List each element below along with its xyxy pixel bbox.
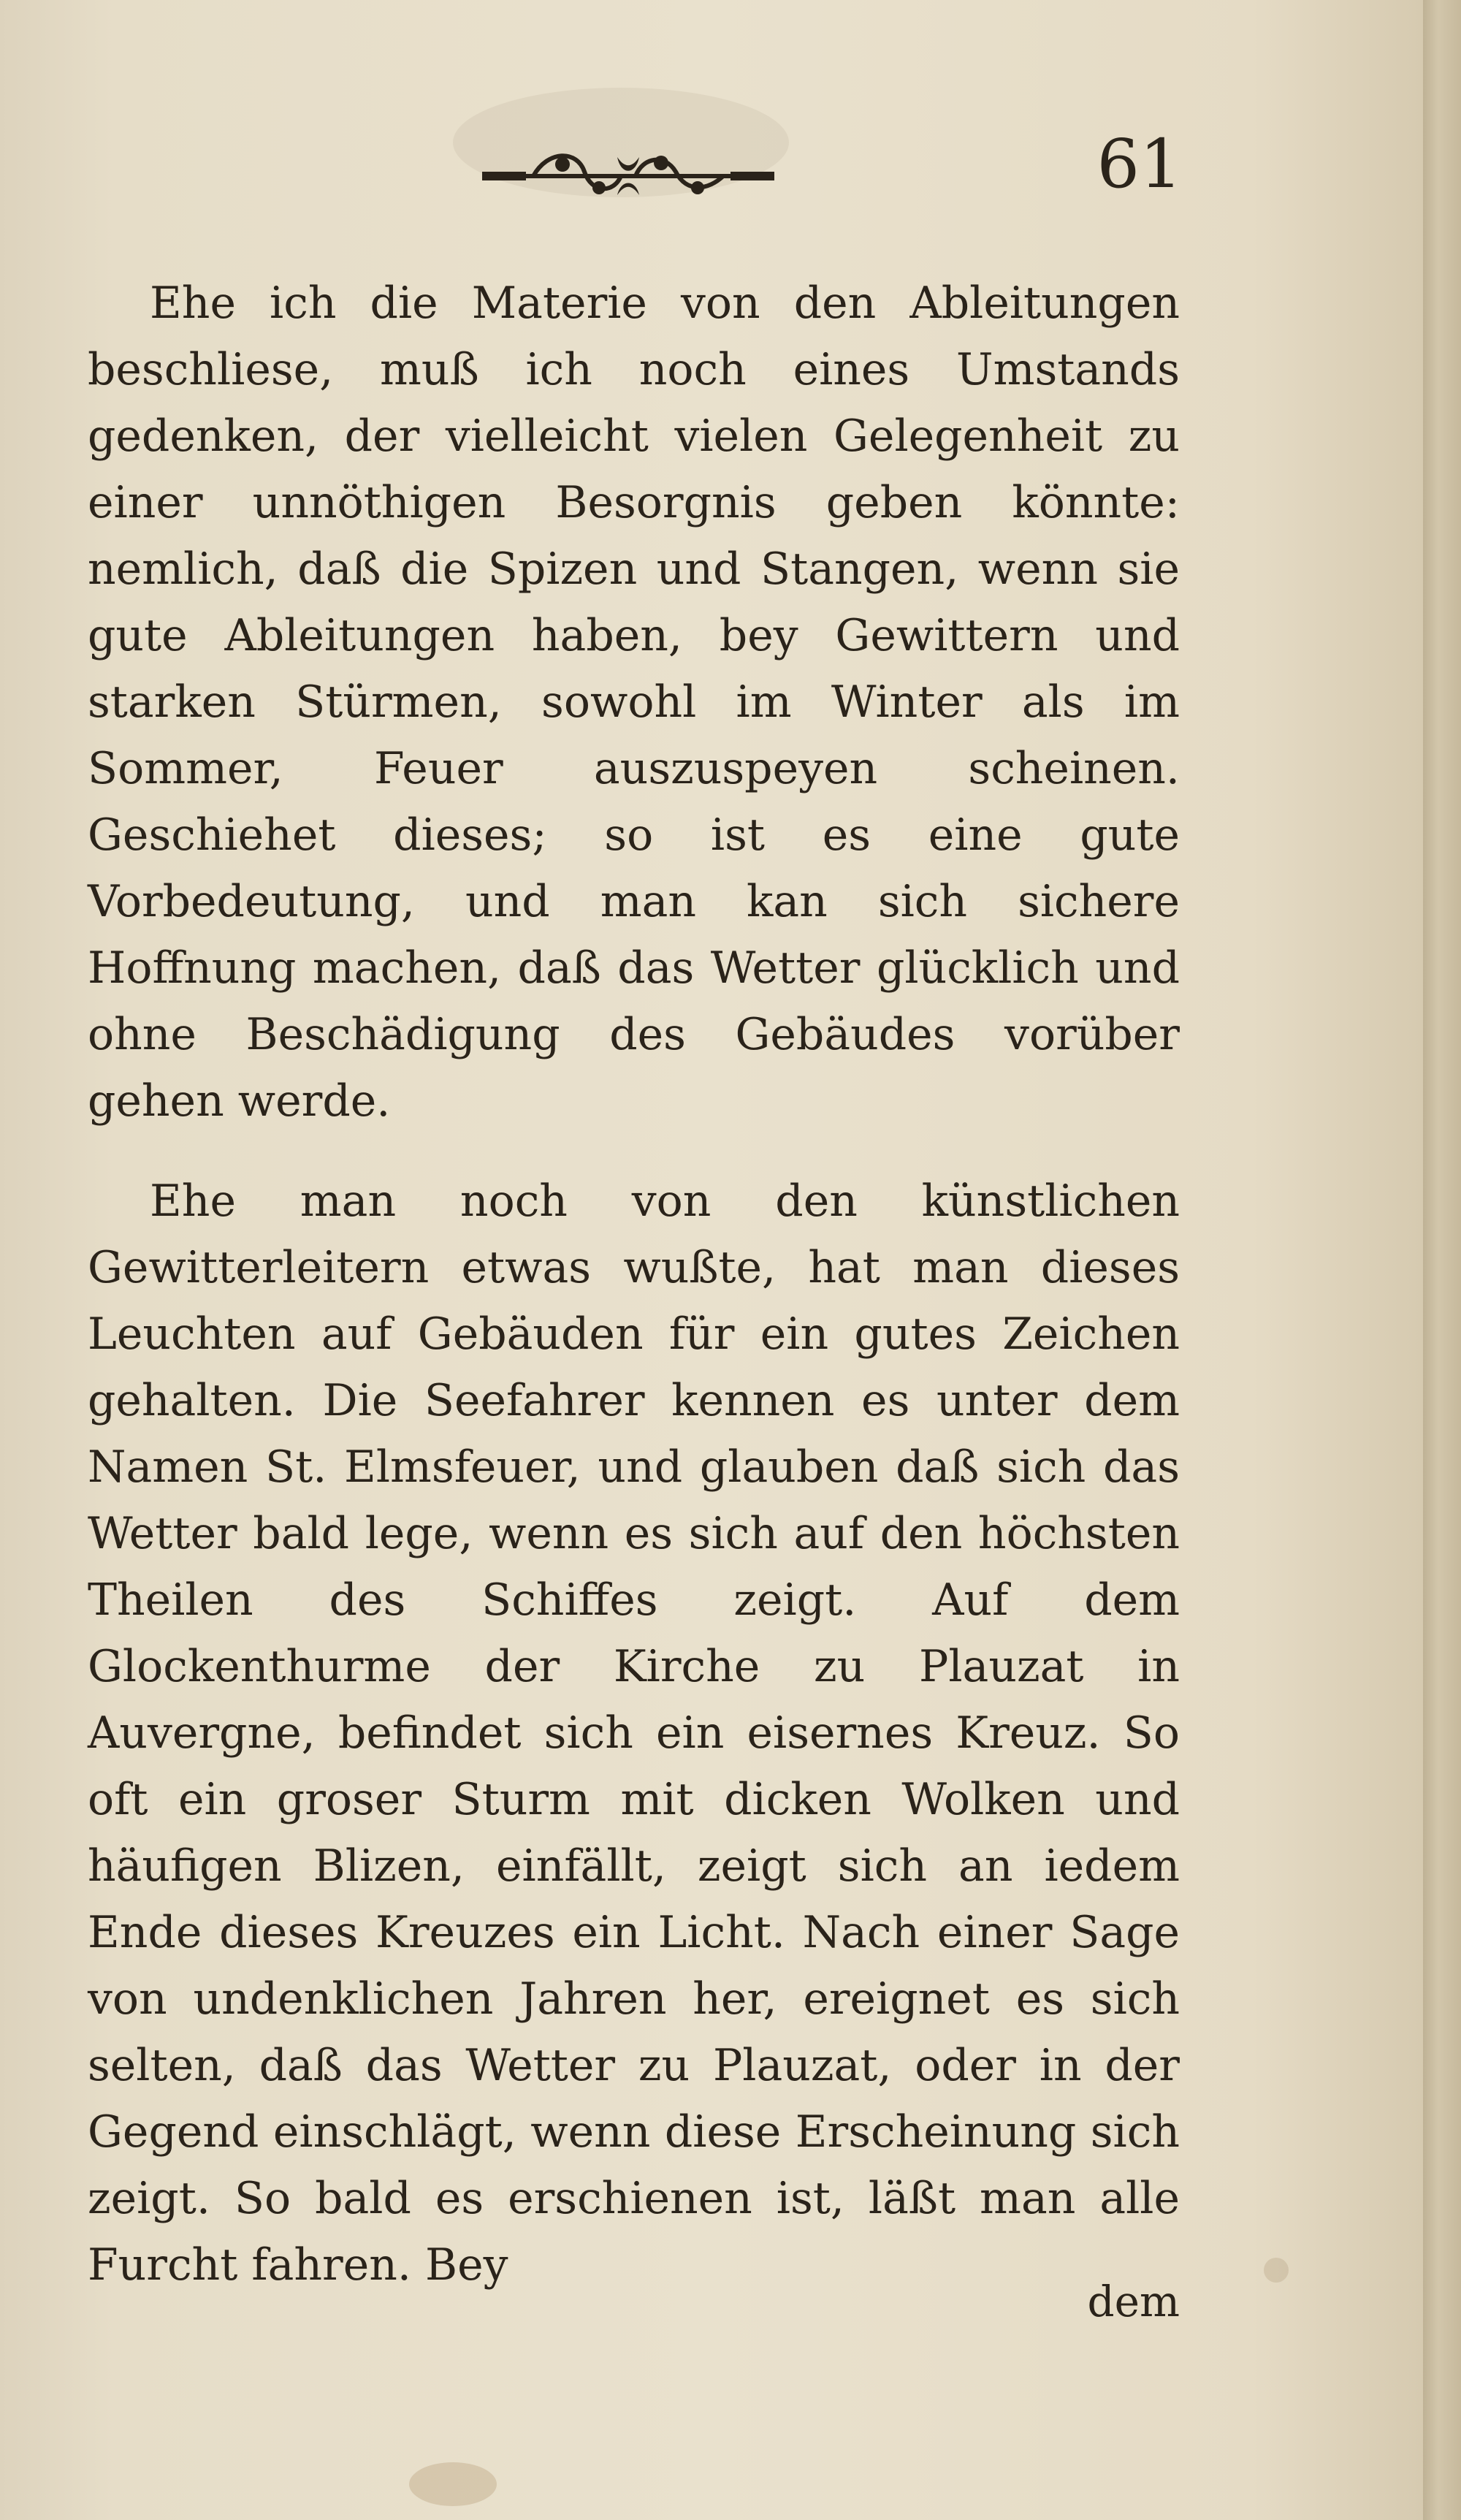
decorative-vine-ornament-icon <box>475 142 782 208</box>
paper-stain <box>409 2462 497 2506</box>
paragraph-2: Ehe man noch von den künstlichen Gewitterleitern etwas wußte, hat man dieses Leuchten auf Gebäuden für ein gutes Zeichen gehalten. Die Seefahrer kennen es unter dem Namen St. Elmsfeuer, und glauben daß sich das Wetter bald lege, wenn es sich auf den höchsten Theilen des Schiffes zeigt. Auf dem Glockenthurme der Kirche zu Plauzat in Auvergne, befindet sich ein eisernes Kreuz. So oft ein groser Sturm mit dicken Wolken und häufigen Blizen, einfällt, zeigt sich an iedem Ende dieses Kreuzes ein Licht. Nach einer Sage von undenklichen Jahren her, ereignet es sich selten, daß das Wetter zu Plauzat, oder in der Gegend einschlägt, wenn diese Erscheinung sich zeigt. So bald es erschienen ist, läßt man alle Furcht fahren. Bey <box>88 1176 1180 2291</box>
page-number: 61 <box>1096 125 1183 203</box>
paper-stain <box>1264 2258 1289 2283</box>
page-edge <box>1423 0 1461 2520</box>
catchword: dem <box>1087 2277 1180 2326</box>
body-text <box>88 270 1180 2299</box>
paragraph-1: Ehe ich die Materie von den Ableitungen beschliese, muß ich noch eines Umstands gedenken, der vielleicht vielen Gelegenheit zu einer unnöthigen Besorgnis geben könnte: nemlich, daß die Spizen und Stangen, wenn sie gute Ableitungen haben, bey Gewittern und starken Stürmen, sowohl im Winter als im Sommer, Feuer auszuspeyen scheinen. Geschiehet dieses; so ist es eine gute Vorbedeutung, und man kan sich sichere Hoffnung machen, daß das Wetter glücklich und ohne Beschädigung des Gebäudes vorüber gehen werde. <box>88 278 1180 1127</box>
